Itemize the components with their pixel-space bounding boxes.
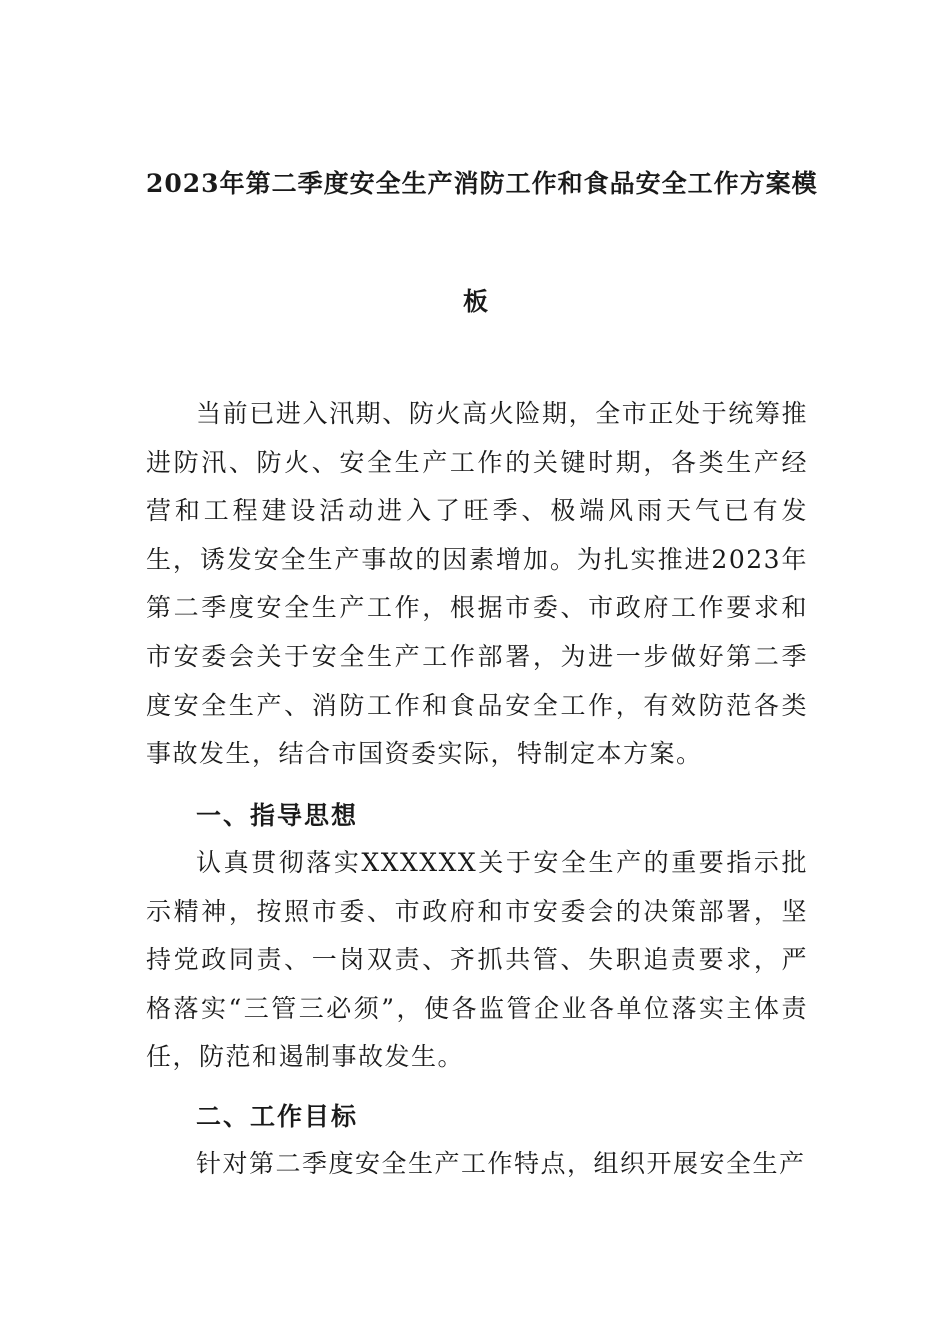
section-heading-work-goals: 二、工作目标 [196,1102,359,1131]
section-heading-guiding-ideology: 一、指导思想 [196,801,359,830]
intro-paragraph: 当前已进入汛期、防火高火险期，全市正处于统筹推进防汛、防火、安全生产工作的关键时期，各类生产经营和工程建设活动进入了旺季、极端风雨天气已有发生，诱发安全生产事故的因素增加。为扎实推进2023年第二季度安全生产工作，根据市委、市政府工作要求和市安委会关于安全生产工作部署，为进一步做好第二季度安全生产、消防工作和食品安全工作，有效防范各类事故发生，结合市国资委实际，特制定本方案。 [146,399,808,769]
document-title-line-1: 2023年第二季度安全生产消防工作和食品安全工作方案模 [146,169,818,198]
document-title-line-2: 板 [462,287,489,316]
work-goals-paragraph: 针对第二季度安全生产工作特点，组织开展安全生产 [196,1149,806,1178]
guiding-ideology-paragraph: 认真贯彻落实XXXXXX关于安全生产的重要指示批示精神，按照市委、市政府和市安委会的决策部署，坚持党政同责、一岗双责、齐抓共管、失职追责要求，严格落实“三管三必须”，使各监管企业各单位落实主体责任，防范和遏制事故发生。 [146,848,808,1072]
